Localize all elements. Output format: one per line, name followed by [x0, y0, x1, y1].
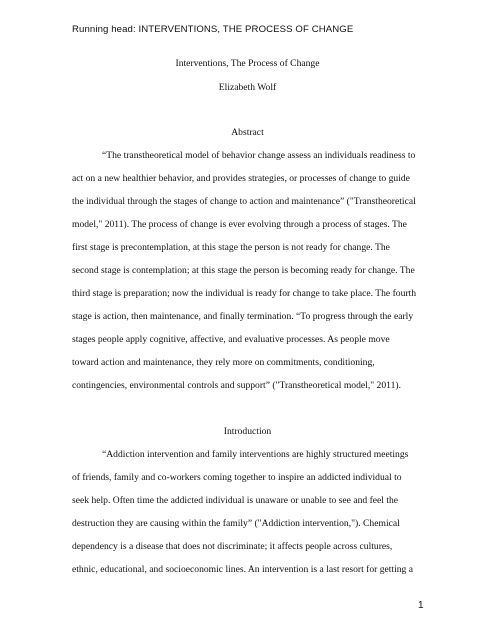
- running-head: Running head: INTERVENTIONS, THE PROCESS OF CHANGE: [72, 24, 354, 35]
- paper-title: Interventions, The Process of Change: [175, 58, 320, 69]
- abstract-line: the individual through the stages of change to action and maintenance” ("Transtheoretical: [72, 196, 416, 207]
- abstract-line: stage is action, then maintenance, and finally termination. “To progress through the early: [72, 311, 414, 322]
- abstract-line: first stage is precontemplation, at this stage the person is not ready for change. The: [72, 242, 390, 253]
- abstract-line: “The transtheoretical model of behavior change assess an individuals readiness to: [102, 150, 416, 161]
- introduction-line: destruction they are causing within the family” ("Addiction intervention,"). Chemical: [72, 518, 400, 529]
- abstract-line: model," 2011). The process of change is ever evolving through a process of stages. The: [72, 219, 407, 230]
- author-name: Elizabeth Wolf: [218, 82, 277, 93]
- abstract-heading: Abstract: [231, 127, 264, 138]
- abstract-line: third stage is preparation; now the individual is ready for change to take place. The fourth: [72, 288, 417, 299]
- abstract-line: stages people apply cognitive, affective, and evaluative processes. As people move: [72, 334, 390, 345]
- introduction-heading: Introduction: [223, 426, 272, 437]
- abstract-line: toward action and maintenance, they rely more on commitments, conditioning,: [72, 357, 375, 368]
- introduction-line: “Addiction intervention and family interventions are highly structured meetings: [102, 449, 409, 460]
- abstract-line: second stage is contemplation; at this stage the person is becoming ready for change. The: [72, 265, 415, 276]
- page-number: 1: [418, 600, 424, 611]
- introduction-line: ethnic, educational, and socioeconomic lines. An intervention is a last resort for getting a: [72, 564, 414, 575]
- abstract-line: contingencies, environmental controls and support” ("Transtheoretical model," 2011).: [72, 380, 401, 391]
- abstract-line: act on a new healthier behavior, and provides strategies, or processes of change to guide: [72, 173, 410, 184]
- introduction-line: dependency is a disease that does not discriminate; it affects people across cultures,: [72, 541, 393, 552]
- introduction-line: seek help. Often time the addicted individual is unaware or unable to see and feel the: [72, 495, 399, 506]
- introduction-line: of friends, family and co-workers coming together to inspire an addicted individual to: [72, 472, 402, 483]
